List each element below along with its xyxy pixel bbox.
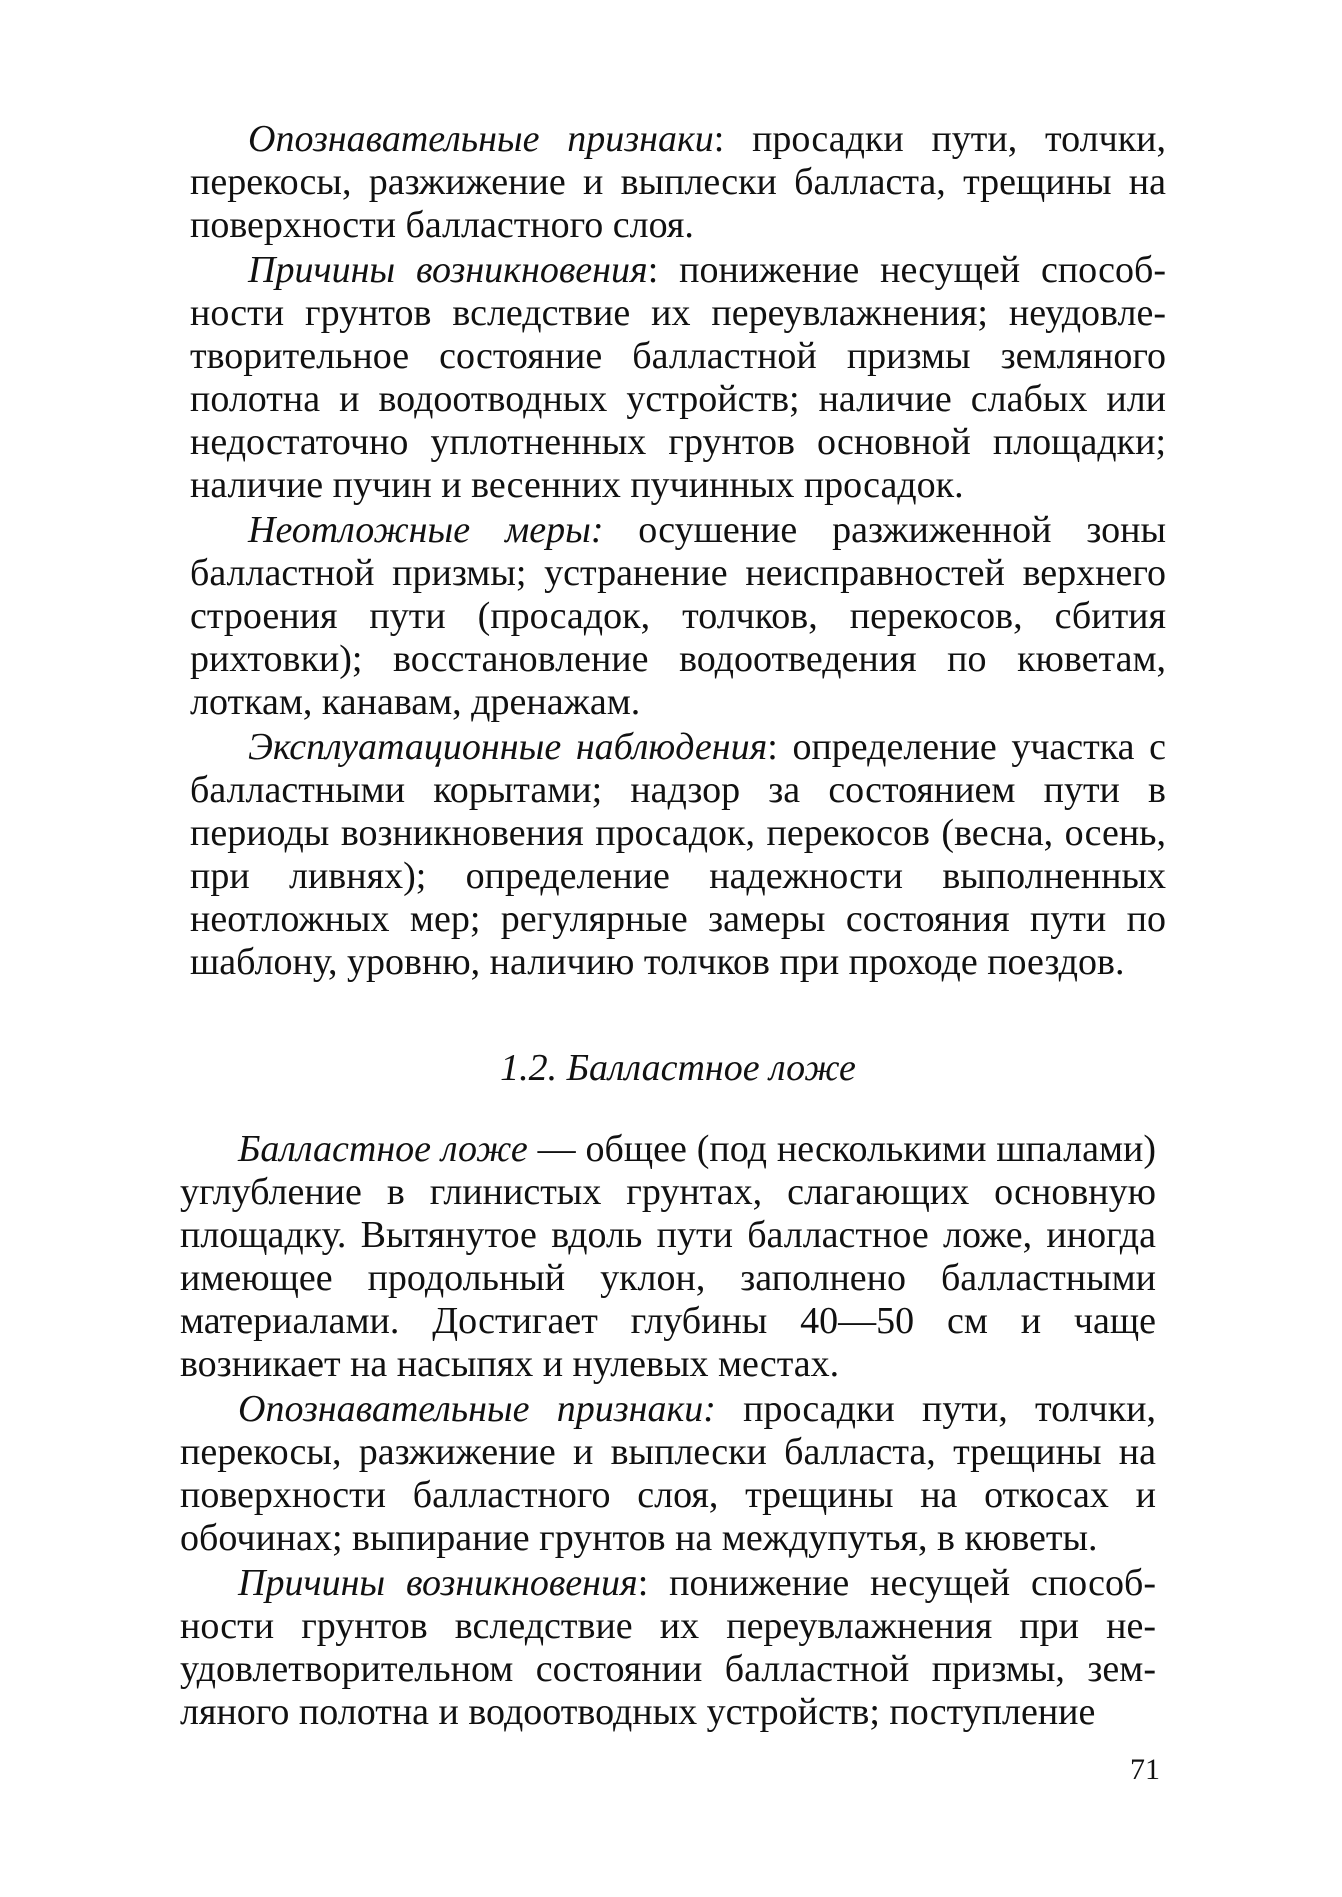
text-block-bottom	[180, 1128, 1156, 1734]
paragraph-lead: Причины возникновения	[248, 249, 648, 291]
paragraph-text: : определение участка с балластными корытами; надзор за состоянием пути в периоды возникновения просадок, перекосов (весна, осень, при ливнях); определение надежности выполненных неотложных мер; регулярные замеры состояния пути по шаблону, уровню, наличию толчков при проходе поездов.	[190, 726, 1166, 983]
paragraph-text: : понижение несущей способности грунтов вследствие их переувлажнения; неудовлетворительное состояние балластной призмы земляного полотна и водоотводных устройств; наличие слабых или недостаточно уплотненных грунтов основной площадки; наличие пучин и весенних пучинных просадок.	[190, 249, 1166, 506]
paragraph	[180, 1388, 1156, 1560]
section-heading: 1.2. Балластное ложе	[500, 1047, 856, 1089]
paragraph	[180, 1562, 1156, 1734]
paragraph	[180, 1128, 1156, 1386]
paragraph-lead: Опознавательные признаки:	[238, 1388, 716, 1430]
page-number: 71	[1130, 1753, 1160, 1786]
paragraph-text: : понижение несущей способности грунтов вследствие их переувлажнения при неудовлетворительном состоянии балластной призмы, земляного полотна и водоотводных устройств; поступление	[180, 1562, 1156, 1733]
paragraph	[190, 118, 1166, 247]
paragraph-lead: Опознавательные признаки	[248, 118, 714, 160]
paragraph-text: осушение разжиженной зоны балластной призмы; устранение неисправностей верхнего строения пути (просадок, толчков, перекосов, сбития рихтовки); восстановление водоотведения по кюветам, лоткам, канавам, дренажам.	[190, 509, 1166, 723]
paragraph	[190, 509, 1166, 724]
paragraph	[190, 249, 1166, 507]
paragraph-text: просадки пути, толчки, перекосы, разжижение и выплески балласта, трещины на поверхности балластного слоя, трещины на откосах и обочинах; выпирание грунтов на междупутья, в кюветы.	[180, 1388, 1156, 1559]
paragraph-text: : просадки пути, толчки, перекосы, разжижение и выплески балласта, трещины на поверхности балластного слоя.	[190, 118, 1166, 246]
paragraph-lead: Причины возникновения	[238, 1562, 638, 1604]
paragraph	[190, 726, 1166, 984]
text-block-top	[190, 118, 1166, 984]
paragraph-lead: Балластное ложе	[238, 1128, 528, 1170]
paragraph-text: — общее (под несколькими шпалами) углубление в глинистых грунтах, слагающих основную площадку. Вытянутое вдоль пути балластное ложе, иногда имеющее продольный уклон, заполнено балластными материалами. Достигает глубины 40—50 см и чаще возникает на насыпях и нулевых местах.	[180, 1128, 1156, 1385]
paragraph-lead: Неотложные меры:	[248, 509, 604, 551]
paragraph-lead: Эксплуатационные наблюдения	[248, 726, 768, 768]
